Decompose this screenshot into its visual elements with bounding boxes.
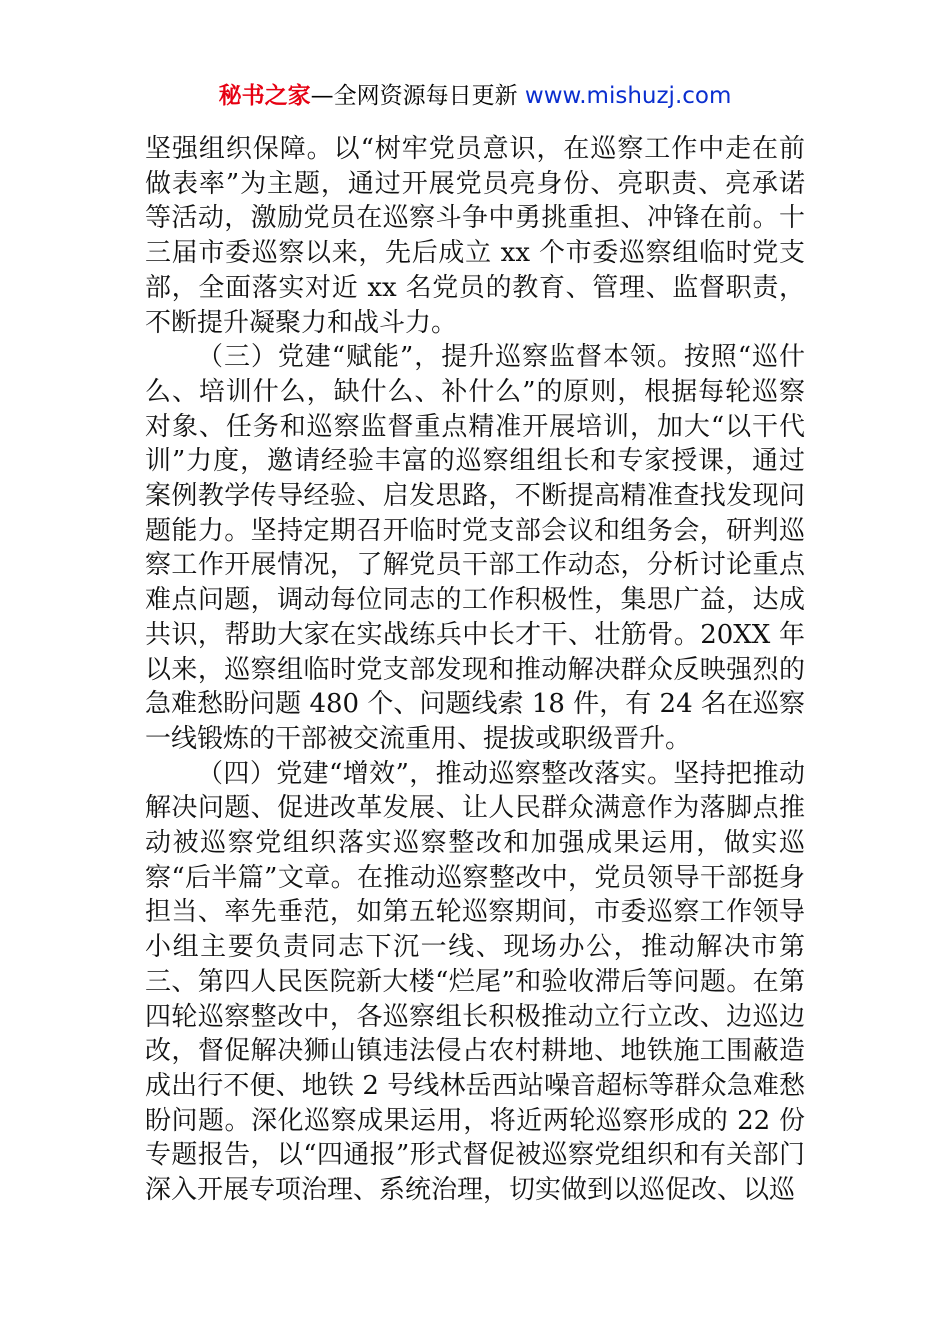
site-header [0,80,950,112]
paragraph-section-four: （四）党建“增效”，推动巡察整改落实。坚持把推动解决问题、促进改革发展、让人民群众满意作为落脚点推动被巡察党组织落实巡察整改和加强成果运用，做实巡察“后半篇”文章。在推动巡察整改中，党员领导干部挺身担当、率先垂范，如第五轮巡察期间，市委巡察工作领导小组主要负责同志下沉一线、现场办公，推动解决市第三、第四人民医院新大楼“烂尾”和验收滞后等问题。在第四轮巡察整改中，各巡察组长积极推动立行立改、边巡边改，督促解决狮山镇违法侵占农村耕地、地铁施工围蔽造成出行不便、地铁 2 号线林岳西站噪音超标等群众急难愁盼问题。深化巡察成果运用，将近两轮巡察形成的 22 份专题报告，以“四通报”形式督促被巡察党组织和有关部门深入开展专项治理、系统治理，切实做到以巡促改、以巡 [145,758,805,1206]
document-body [145,132,805,1208]
site-url-link[interactable]: www.mishuzj.com [524,83,732,109]
paragraph-continuation: 坚强组织保障。以“树牢党员意识，在巡察工作中走在前做表率”为主题，通过开展党员亮身份、亮职责、亮承诺等活动，激励党员在巡察斗争中勇挑重担、冲锋在前。十三届市委巡察以来，先后成立 xx 个市委巡察组临时党支部，全面落实对近 xx 名党员的教育、管理、监督职责，不断提升凝聚力和战斗力。 [145,134,805,338]
paragraph-section-three: （三）党建“赋能”，提升巡察监督本领。按照“巡什么、培训什么，缺什么、补什么”的原则，根据每轮巡察对象、任务和巡察监督重点精准开展培训，加大“以干代训”力度，邀请经验丰富的巡察组组长和专家授课，通过案例教学传导经验、启发思路，不断提高精准查找发现问题能力。坚持定期召开临时党支部会议和组务会，研判巡察工作开展情况，了解党员干部工作动态，分析讨论重点难点问题，调动每位同志的工作积极性，集思广益，达成共识，帮助大家在实战练兵中长才干、壮筋骨。20XX 年以来，巡察组临时党支部发现和推动解决群众反映强烈的急难愁盼问题 480 个、问题线索 18 件，有 24 名在巡察一线锻炼的干部被交流重用、提拔或职级晋升。 [145,342,805,754]
brand-name: 秘书之家 [218,83,311,109]
header-slogan: —全网资源每日更新 [310,83,518,109]
